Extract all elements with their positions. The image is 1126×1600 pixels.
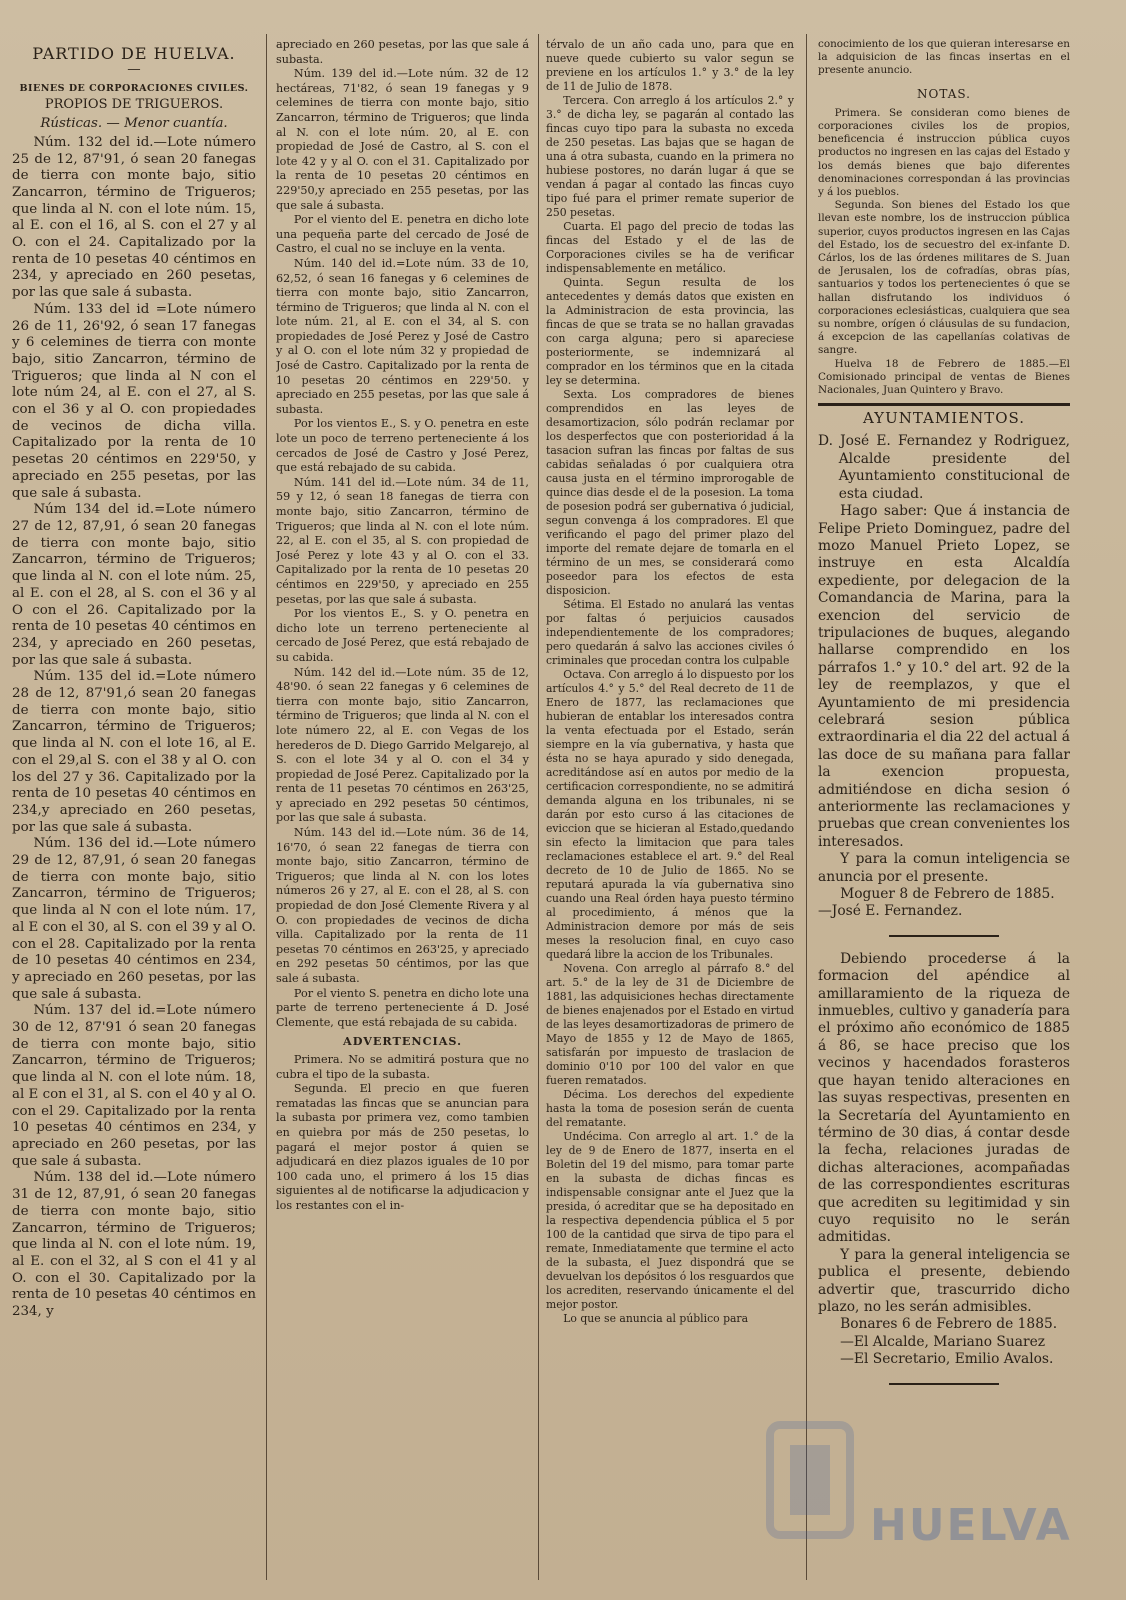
advertencia-item: Undécima. Con arreglo al art. 1.° de la ley de 9 de Enero de 1877, inserta en el Boletin del 19 del mismo, para tomar parte en la subasta de dichas fincas es indispensable consignar ante el Juez que la presida, ó acreditar que se ha depositado en la respectiva dependencia pública el 5 por 100 de la cantidad que sirva de tipo para el remate, Inmediatamente que termine el acto de la subasta, el Juez dispondrá que se devuelvan los depósitos ó los resguardos que los acrediten, reservando únicamente el del mejor postor.	[546, 1130, 794, 1311]
archive-watermark-text: HUELVA	[870, 1500, 1072, 1551]
mayor-header: D. José E. Fernandez y Rodriguez, Alcalde presidente del Ayuntamiento constitucional de esta ciudad.	[818, 433, 1070, 502]
lot-continuation: apreciado en 260 pesetas, por las que sale á subasta.	[276, 38, 529, 66]
lot-entry: Núm. 133 del id =Lote número 26 de 11, 26'92, ó sean 17 fanegas y 6 celemines de tierra con monte bajo, sitio Zancarron, término de Trigueros; que linda al N con el lote núm 24, al E. con el 27, al S. con el 36 y al O. con propiedades de vecinos de dicha villa. Capitalizado por la renta de 10 pesetas 20 céntimos en 229'50, y apreciado en 255 pesetas, por las que sale á subasta.	[12, 301, 256, 501]
column-2	[276, 38, 529, 1590]
advertencia-item: Novena. Con arreglo al párrafo 8.° del art. 5.° de la ley de 31 de Diciembre de 1881, las adquisiciones hechas directamente de bienes enajenados por el Estado en virtud de las leyes desamortizadoras de primero de Mayo de 1855 y 12 de Mayo de 1865, satisfarán por impuesto de traslacion de dominio 0'10 por 100 del valor en que fueren rematados.	[546, 962, 794, 1087]
column-4	[818, 38, 1070, 1590]
separator-rule	[889, 1383, 999, 1385]
lot-note: Por los vientos E., S. y O. penetra en dicho lote un terreno perteneciente al cercado de José Perez, que está rebajado de su cabida.	[276, 607, 529, 664]
lot-entry: Núm. 139 del id.—Lote núm. 32 de 12 hectáreas, 71'82, ó sean 19 fanegas y 9 celemines de tierra con monte bajo, sitio Zancarron, término de Trigueros; que linda al N. con el lote núm. 20, al E. con propiedad de José de Castro, al S. con el lote 42 y y al O. con el 31. Capitalizado por la renta de 10 pesetas 20 céntimos en 229'50,y apreciado en 255 pesetas, por las que sale á subasta.	[276, 67, 529, 212]
advertencia-item: Segunda. El precio en que fueren rematadas las fincas que se anuncian para la subasta por primera vez, como tambien en quiebra por más de 250 pesetas, lo pagará el mejor postor á quien se adjudicará en diez plazos iguales de 10 por 100 cada uno, el primero á los 15 dias siguientes al de notificarse la adjudicacion y los restantes con el in-	[276, 1082, 529, 1212]
moguer-signature: —José E. Fernandez.	[818, 903, 963, 920]
moguer-edict: Hago saber: Que á instancia de Felipe Prieto Dominguez, padre del mozo Manuel Prieto Lopez, se instruye en esta Alcaldía expediente, por delegacion de la Comandancia de Marina, para la exencion del servicio de tripulaciones de buques, alegando hallarse comprendido en los párrafos 1.° y 10.° del art. 92 de la ley de reemplazos, y que el Ayuntamiento de mi presidencia celebrará sesion pública extraordinaria el dia 22 del actual á las doce de su mañana para fallar la exencion propuesta, admitiéndose en dicha sesion ó anteriormente las reclamaciones y pruebas que crean convenientes los interesados.	[818, 503, 1070, 850]
bonares-edict: Y para la general inteligencia se publica el presente, debiendo advertir que, trascurrido dicho plazo, no les serán admisibles.	[818, 1246, 1070, 1315]
column-3	[546, 38, 794, 1590]
lot-entry: Núm. 136 del id.—Lote número 29 de 12, 87,91, ó sean 20 fanegas de tierra con monte bajo, sitio Zancarron, término de Trigueros; que linda al N con el lote núm. 17, al E con el 30, al S. con el 39 y al O. con el 28. Capitalizado por la renta de 10 pesetas 40 céntimos en 234, y apreciado en 260 pesetas, por las que sale á subasta.	[12, 836, 256, 1002]
ayuntamientos-heading: AYUNTAMIENTOS.	[862, 409, 1026, 428]
advertencia-item: Sexta. Los compradores de bienes comprendidos en las leyes de desamortizacion, sólo podrán reclamar por los desperfectos que con posterioridad á la tasacion sufran las fincas por faltas de sus cabidas señaladas ó por cualquiera otra causa justa en el término improrogable de quince dias desde el de la posesion. La toma de posesion podrá ser gubernativa ó judicial, segun convenga á los compradores. El que verificando el pago del primer plazo del importe del remate dejare de tomarla en el término de un mes, se considerará como poseedor para los efectos de esta disposicion.	[546, 388, 794, 597]
partido-title: PARTIDO DE HUELVA.	[32, 44, 236, 63]
bonares-signature: —El Secretario, Emilio Avalos.	[840, 1351, 1054, 1368]
moguer-date: Moguer 8 de Febrero de 1885.	[840, 886, 1055, 903]
lot-entry: Núm. 138 del id.—Lote número 31 de 12, 87,91, ó sean 20 fanegas de tierra con monte bajo, sitio Zancarron, término de Trigueros; que linda al N. con el lote núm. 19, al E. con el 32, al S con el 41 y al O. con el 30. Capitalizado por la renta de 10 pesetas 40 céntimos en 234, y	[12, 1170, 256, 1320]
bienes-heading: BIENES DE CORPORACIONES CIVILES.	[19, 82, 249, 94]
lot-note: Por los vientos E., S. y O. penetra en este lote un poco de terreno perteneciente á los cercados de José de Castro y José Perez, que está rebajado de su cabida.	[276, 417, 529, 475]
closing-line: Lo que se anuncia al público para	[563, 1312, 749, 1325]
nota-item: Primera. Se consideran como bienes de corporaciones civiles los de propios, beneficencia é instruccion pública cuyos productos no ingresen en las cajas del Estado y los demás bienes que bajo diferentes denominaciones correspondan á las provincias y á los pueblos.	[818, 106, 1070, 199]
signature-line: Huelva 18 de Febrero de 1885.—El Comisionado principal de ventas de Bienes Nacionales, Juan Quintero y Bravo.	[818, 357, 1070, 397]
lot-entry: Núm. 141 del id.—Lote núm. 34 de 11, 59 y 12, ó sean 18 fanegas de tierra con monte bajo, sitio Zancarron, término de Trigueros; que linda al N. con el lote núm. 22, al E. con el 35, al S. con propiedad de José Perez y lote 43 y al O. con el 33. Capitalizado por la renta de 10 pesetas 20 céntimos en 229'50, y apreciado en 255 pesetas, por las que sale á subasta.	[276, 475, 529, 606]
lot-entry: Núm. 142 del id.—Lote núm. 35 de 12, 48'90. ó sean 22 fanegas y 6 celemines de tierra con monte bajo, sitio Zancarron, término de Trigueros; que linda al N. con el lote número 22, al E. con Vegas de los herederos de D. Diego Garrido Melgarejo, al S. con el lote 34 y al O. con el 34 y propiedad de José Perez. Capitalizado por la renta de 11 pesetas 70 céntimos en 263'25, y apreciado en 292 pesetas 50 céntimos, por las que sale á subasta.	[276, 665, 529, 825]
column-divider	[266, 34, 267, 1580]
separator-rule	[889, 935, 999, 937]
lot-note: Por el viento del E. penetra en dicho lote una pequeña parte del cercado de José de Castro, el cual no se incluye en la venta.	[276, 213, 529, 256]
advertencia-continuation: térvalo de un año cada uno, para que en nueve quede cubierto su valor segun se previene en los artículos 1.° y 3.° de la ley de 11 de Julio de 1878.	[546, 38, 794, 93]
advertencia-item: Octava. Con arreglo á lo dispuesto por los artículos 4.° y 5.° del Real decreto de 11 de Enero de 1877, las reclamaciones que hubieran de entablar los interesados contra la venta efectuada por el Estado, serán siempre en la vía gubernativa, y hasta que ésta no se haya apurado y sido denegada, acreditándose así en autos por medio de la certificacion correspondiente, no se admitirá demanda alguna en los tribunales, ni se darán por esto curso á las citaciones de eviccion que se hicieran al Estado,quedando sin efecto la limitacion que para tales reclamaciones establece el art. 9.° del Real decreto de 10 de Julio de 1865. No se reputará apurada la vía gubernativa sino cuando una Real órden haya puesto término al procedimiento, á ménos que la Administracion demore por más de seis meses la resolucion final, en cuyo caso quedará libre la accion de los Tribunales.	[546, 668, 794, 961]
lot-entry: Núm. 135 del id.=Lote número 28 de 12, 87'91,ó sean 20 fanegas de tierra con monte bajo, sitio Zancarron, término de Trigueros; que linda al N. con el lote 16, al E. con el 29,al S. con el 38 y al O. con los del 27 y 36. Capitalizado por la renta de 10 pesetas 40 céntimos en 234,y apreciado en 260 pesetas, por las que sale á subasta.	[12, 669, 256, 835]
advertencia-item: Quinta. Segun resulta de los antecedentes y demás datos que existen en la Administracion de esta provincia, las fincas de que se trata se no hallan gravadas con carga alguna; pero si apareciese posteriormente, se indemnizará al comprador en los términos que en la citada ley se determina.	[546, 276, 794, 387]
lot-note: Por el viento S. penetra en dicho lote una parte de terreno perteneciente á D. José Clemente, que está rebajada de su cabida.	[276, 986, 529, 1029]
advertencia-item: Sétima. El Estado no anulará las ventas por faltas ó perjuicios causados independientemente de los compradores; pero quedarán á salvo las acciones civiles ó criminales que procedan contra los culpable	[546, 598, 794, 667]
lot-entry: Núm 134 del id.=Lote número 27 de 12, 87,91, ó sean 20 fanegas de tierra con monte bajo, sitio Zancarron, término de Trigueros; que linda al N. con el lote núm. 25, al E. con el 28, al S. con el 36 y al O con el 26. Capitalizado por la renta de 10 pesetas 40 céntimos en 234, y apreciado en 260 pesetas, por las que sale á subasta.	[12, 502, 256, 668]
propios-heading: PROPIOS DE TRIGUEROS.	[44, 97, 224, 113]
advertencia-item: Primera. No se admitirá postura que no cubra el tipo de la subasta.	[276, 1052, 529, 1081]
announcement-continuation: conocimiento de los que quieran interesarse en la adquisicion de las fincas insertas en el presente anuncio.	[818, 38, 1070, 77]
advertencia-item: Décima. Los derechos del expediente hasta la toma de posesion serán de cuenta del rematante.	[546, 1088, 794, 1129]
lot-entry: Núm. 137 del id.=Lote número 30 de 12, 87'91 ó sean 20 fanegas de tierra con monte bajo, sitio Zancarron, término de Trigueros; que linda al N. con el lote núm. 18, al E con el 31, al S. con el 40 y al O. con el 29. Capitalizado por la renta 10 pesetas 40 céntimos en 234, y apreciado en 260 pesetas, por las que sale á subasta.	[12, 1003, 256, 1169]
notas-heading: NOTAS.	[917, 86, 971, 101]
lot-entry: Núm. 140 del id.=Lote núm. 33 de 10, 62,52, ó sean 16 fanegas y 6 celemines de tierra con monte bajo, sitio Zancarron, término de Trigueros; que linda al N. con el lote núm. 21, al E. con el 34, al S. con propiedades de José Perez y José de Castro y al O. con el lote núm 32 y propiedad de José de Castro. Capitalizado por la renta de 10 pesetas 20 céntimos en 229'50. y apreciado en 255 pesetas, por las que sale á subasta.	[276, 256, 529, 416]
section-rule	[818, 403, 1070, 406]
moguer-edict: Y para la comun inteligencia se anuncia por el presente.	[818, 851, 1070, 885]
bonares-edict: Debiendo procederse á la formacion del apéndice al amillaramiento de la riqueza de inmuebles, cultivo y ganadería para el próximo año económico de 1885 á 86, se hace preciso que los vecinos y hacendados forasteros que hayan tenido alteraciones en las suyas respectivas, presenten en la Secretaría del Ayuntamiento en término de 30 dias, á contar desde la fecha, relaciones juradas de dichas alteraciones, acompañadas de las correspondientes escrituras que acrediten su legitimidad y sin cuyo requisito no le serán admitidas.	[818, 950, 1070, 1246]
bonares-signature: —El Alcalde, Mariano Suarez	[840, 1333, 1046, 1350]
advertencia-item: Cuarta. El pago del precio de todas las fincas del Estado y el de las de Corporaciones civiles se ha de verificar indispensablemente en metálico.	[546, 220, 794, 275]
advertencias-heading: ADVERTENCIAS.	[343, 1034, 462, 1049]
lot-entry: Núm. 143 del id.—Lote núm. 36 de 14, 16'70, ó sean 22 fanegas de tierra con monte bajo, sitio Zancarron, término de Trigueros; que linda al N. con los lotes números 26 y 27, al E. con el 28, al S. con propiedad de don José Clemente Rivera y al O. con propiedades de vecinos de dicha villa. Capitalizado por la renta de 11 pesetas 70 céntimos en 263'25, y apreciado en 292 pesetas 50 céntimos, por las que sale á subasta.	[276, 826, 529, 985]
column-divider	[806, 34, 807, 1580]
title-dash: —	[127, 61, 141, 77]
column-divider	[538, 34, 539, 1580]
column-1	[12, 38, 256, 1590]
nota-item: Segunda. Son bienes del Estado los que llevan este nombre, los de instruccion pública superior, cuyos productos ingresen en las Cajas del Estado, los de secuestro del ex-infante D. Cárlos, los de las órdenes militares de S. Juan de Jerusalen, los de cofradías, obras pías, santuarios y todos los pertenecientes ó que se hallan disfrutando los individuos ó corporaciones eclesiásticas, cualquiera que sea su nombre, orígen ó cláusulas de su fundacion, á excepcion de las capellanías colativas de sangre.	[818, 199, 1070, 357]
advertencia-item: Tercera. Con arreglo á los artículos 2.° y 3.° de dicha ley, se pagarán al contado las fincas cuyo tipo para la subasta no exceda de 250 pesetas. Las bajas que se hagan de una á otra subasta, cuando en la primera no hubiese postores, no darán lugar á que se vendan á pagar al contado las fincas cuyo tipo fué para el primer remate superior de 250 pesetas.	[546, 94, 794, 219]
bonares-date: Bonares 6 de Febrero de 1885.	[840, 1316, 1058, 1333]
rusticas-heading: Rústicas. — Menor cuantía.	[40, 116, 228, 132]
lot-entry: Núm. 132 del id.—Lote número 25 de 12, 87'91, ó sean 20 fanegas de tierra con monte bajo, sitio Zancarron, término de Trigueros; que linda al N. con el lote núm. 15, al E. con el 16, al S. con el 27 y al O. con el 24. Capitalizado por la renta de 10 pesetas 40 céntimos en 234, y apreciado en 260 pesetas, por las que sale á subasta.	[12, 134, 256, 301]
